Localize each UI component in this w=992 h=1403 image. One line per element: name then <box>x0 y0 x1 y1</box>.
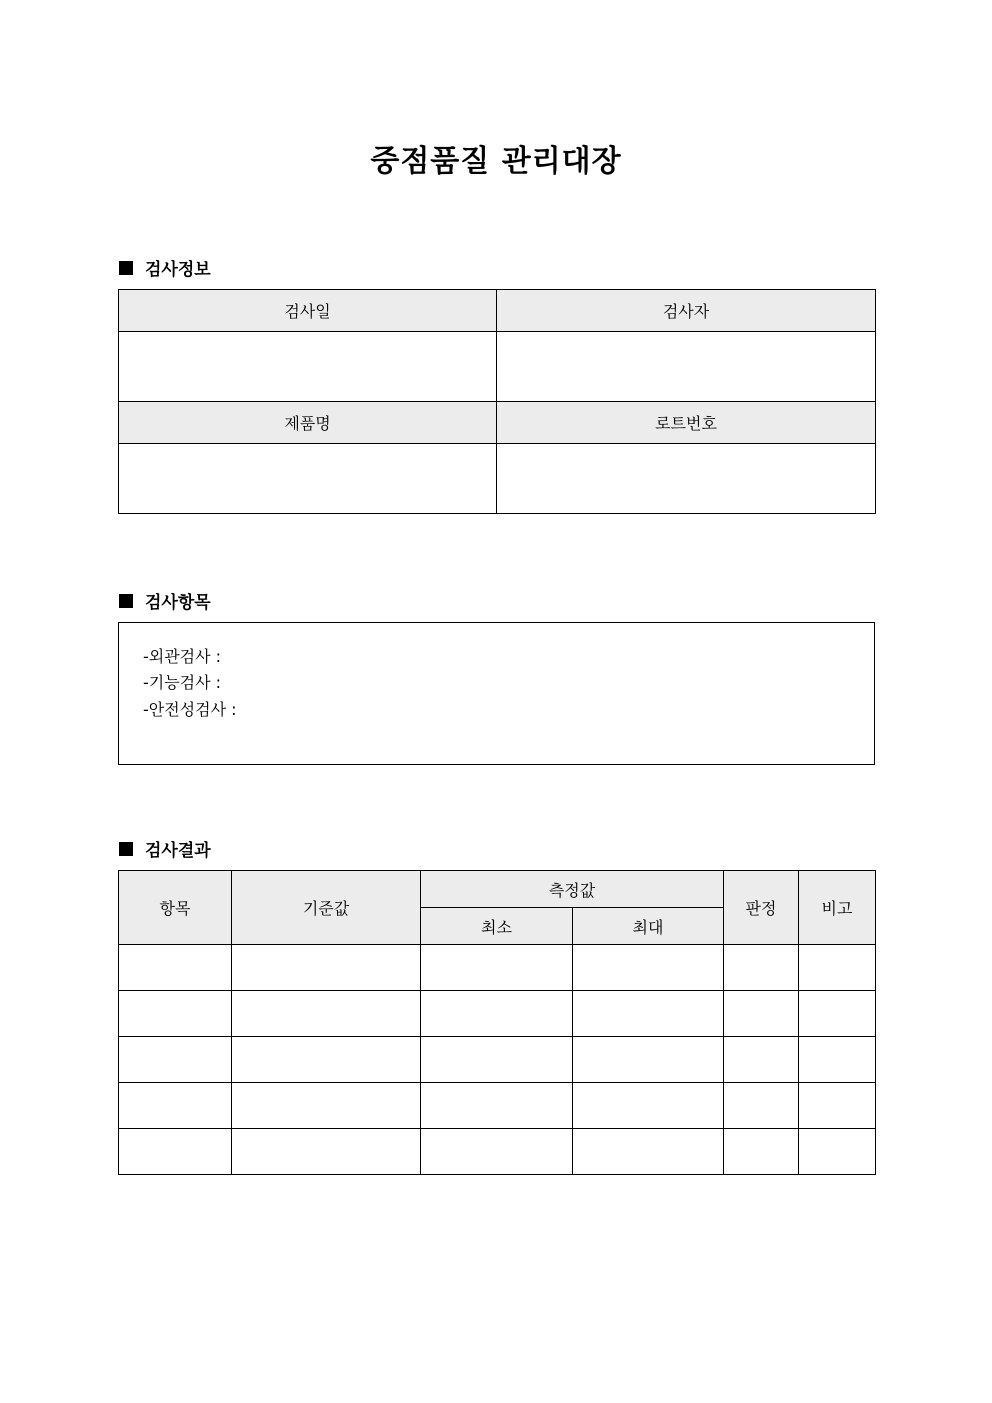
header-remarks: 비고 <box>799 871 876 945</box>
table-row <box>119 945 876 991</box>
item-line-function: -기능검사 : <box>143 673 222 692</box>
table-cell[interactable] <box>573 945 724 991</box>
table-cell[interactable] <box>119 1129 232 1175</box>
section-heading-label: 검사항목 <box>145 593 211 613</box>
header-standard-value: 기준값 <box>232 871 421 945</box>
table-cell[interactable] <box>724 1083 799 1129</box>
table-cell[interactable] <box>232 991 421 1037</box>
table-cell[interactable] <box>573 1037 724 1083</box>
table-cell[interactable] <box>119 1037 232 1083</box>
table-cell[interactable] <box>232 945 421 991</box>
table-row <box>119 1037 876 1083</box>
inspector-field[interactable] <box>497 332 876 402</box>
table-cell[interactable] <box>232 1083 421 1129</box>
table-row <box>119 991 876 1037</box>
table-cell[interactable] <box>799 1037 876 1083</box>
table-cell[interactable] <box>724 1037 799 1083</box>
table-cell[interactable] <box>232 1129 421 1175</box>
inspection-items-box[interactable] <box>118 622 875 765</box>
table-cell[interactable] <box>119 945 232 991</box>
table-row <box>119 1083 876 1129</box>
header-product-name: 제품명 <box>119 402 497 444</box>
table-cell[interactable] <box>573 991 724 1037</box>
table-cell[interactable] <box>421 1037 573 1083</box>
table-cell[interactable] <box>724 945 799 991</box>
table-cell[interactable] <box>724 1129 799 1175</box>
inspection-info-table <box>118 289 876 514</box>
header-lot-number: 로트번호 <box>497 402 876 444</box>
table-cell[interactable] <box>421 1129 573 1175</box>
header-measured-value: 측정값 <box>421 871 724 908</box>
product-name-field[interactable] <box>119 444 497 514</box>
section-heading-label: 검사결과 <box>145 841 211 861</box>
header-inspector: 검사자 <box>497 290 876 332</box>
table-cell[interactable] <box>421 945 573 991</box>
table-cell[interactable] <box>799 1083 876 1129</box>
section-heading-info <box>119 255 211 280</box>
table-cell[interactable] <box>724 991 799 1037</box>
page-title: 중점품질 관리대장 <box>370 144 622 179</box>
square-bullet-icon <box>119 594 133 608</box>
table-cell[interactable] <box>799 945 876 991</box>
table-cell[interactable] <box>232 1037 421 1083</box>
section-heading-items <box>119 588 211 613</box>
table-cell[interactable] <box>573 1083 724 1129</box>
table-cell[interactable] <box>119 1083 232 1129</box>
table-row <box>119 1129 876 1175</box>
table-cell[interactable] <box>421 1083 573 1129</box>
section-heading-results <box>119 836 211 861</box>
inspection-results-table <box>118 870 876 1175</box>
square-bullet-icon <box>119 842 133 856</box>
table-cell[interactable] <box>421 991 573 1037</box>
square-bullet-icon <box>119 261 133 275</box>
item-line-appearance: -외관검사 : <box>143 647 222 666</box>
header-max: 최대 <box>573 908 724 945</box>
item-line-safety: -안전성검사 : <box>143 700 237 719</box>
header-item: 항목 <box>119 871 232 945</box>
table-cell[interactable] <box>799 991 876 1037</box>
inspection-date-field[interactable] <box>119 332 497 402</box>
table-cell[interactable] <box>573 1129 724 1175</box>
lot-number-field[interactable] <box>497 444 876 514</box>
header-inspection-date: 검사일 <box>119 290 497 332</box>
section-heading-label: 검사정보 <box>145 260 211 280</box>
table-cell[interactable] <box>799 1129 876 1175</box>
header-judgement: 판정 <box>724 871 799 945</box>
header-min: 최소 <box>421 908 573 945</box>
table-cell[interactable] <box>119 991 232 1037</box>
